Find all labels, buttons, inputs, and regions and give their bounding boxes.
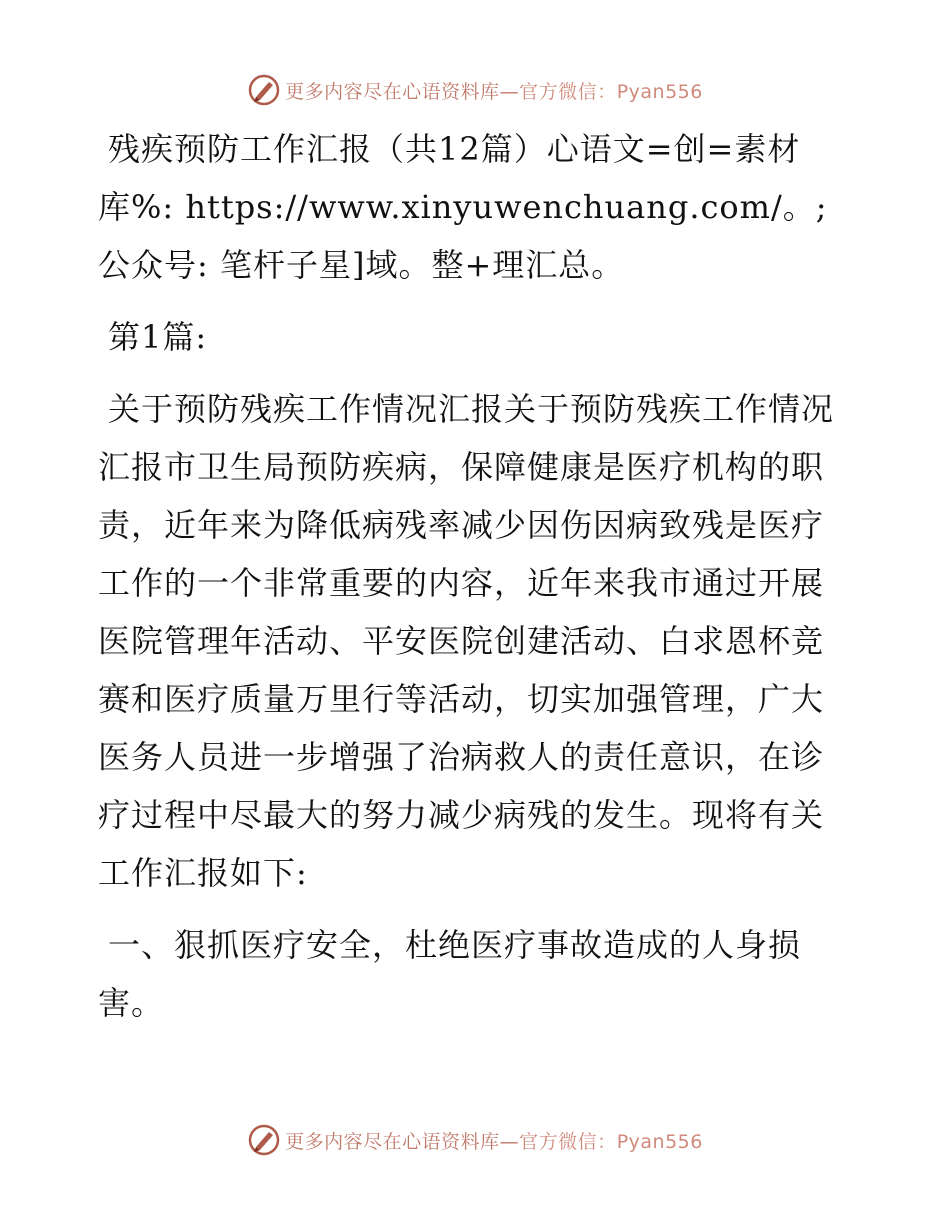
footer-watermark <box>0 1120 950 1160</box>
document-content <box>98 120 850 1032</box>
document-title: 残疾预防工作汇报（共12篇）心语文=创=素材库%: https://www.xinyuwenchuang.com/。;公众号: 笔杆子星]域。整+理汇总。 <box>98 130 828 284</box>
pen-logo-icon <box>247 73 281 107</box>
point-heading: 一、狠抓医疗安全，杜绝医疗事故造成的人身损害。 <box>98 926 802 1022</box>
body-paragraph: 关于预防残疾工作情况汇报关于预防残疾工作情况汇报市卫生局预防疾病，保障健康是医疗机构的职责，近年来为降低病残率减少因伤因病致残是医疗工作的一个非常重要的内容，近年来我市通过开展医院管理年活动、平安医院创建活动、白求恩杯竞赛和医疗质量万里行等活动，切实加强管理，广大医务人员进一步增强了治病救人的责任意识，在诊疗过程中尽最大的努力减少病残的发生。现将有关工作汇报如下: <box>98 390 835 892</box>
header-watermark <box>0 70 950 110</box>
watermark-text: 更多内容尽在心语资料库—官方微信：Pyan556 <box>285 80 703 103</box>
pen-logo-icon <box>247 1123 281 1157</box>
watermark-text: 更多内容尽在心语资料库—官方微信：Pyan556 <box>285 1130 703 1153</box>
section-heading: 第1篇: <box>108 318 208 356</box>
